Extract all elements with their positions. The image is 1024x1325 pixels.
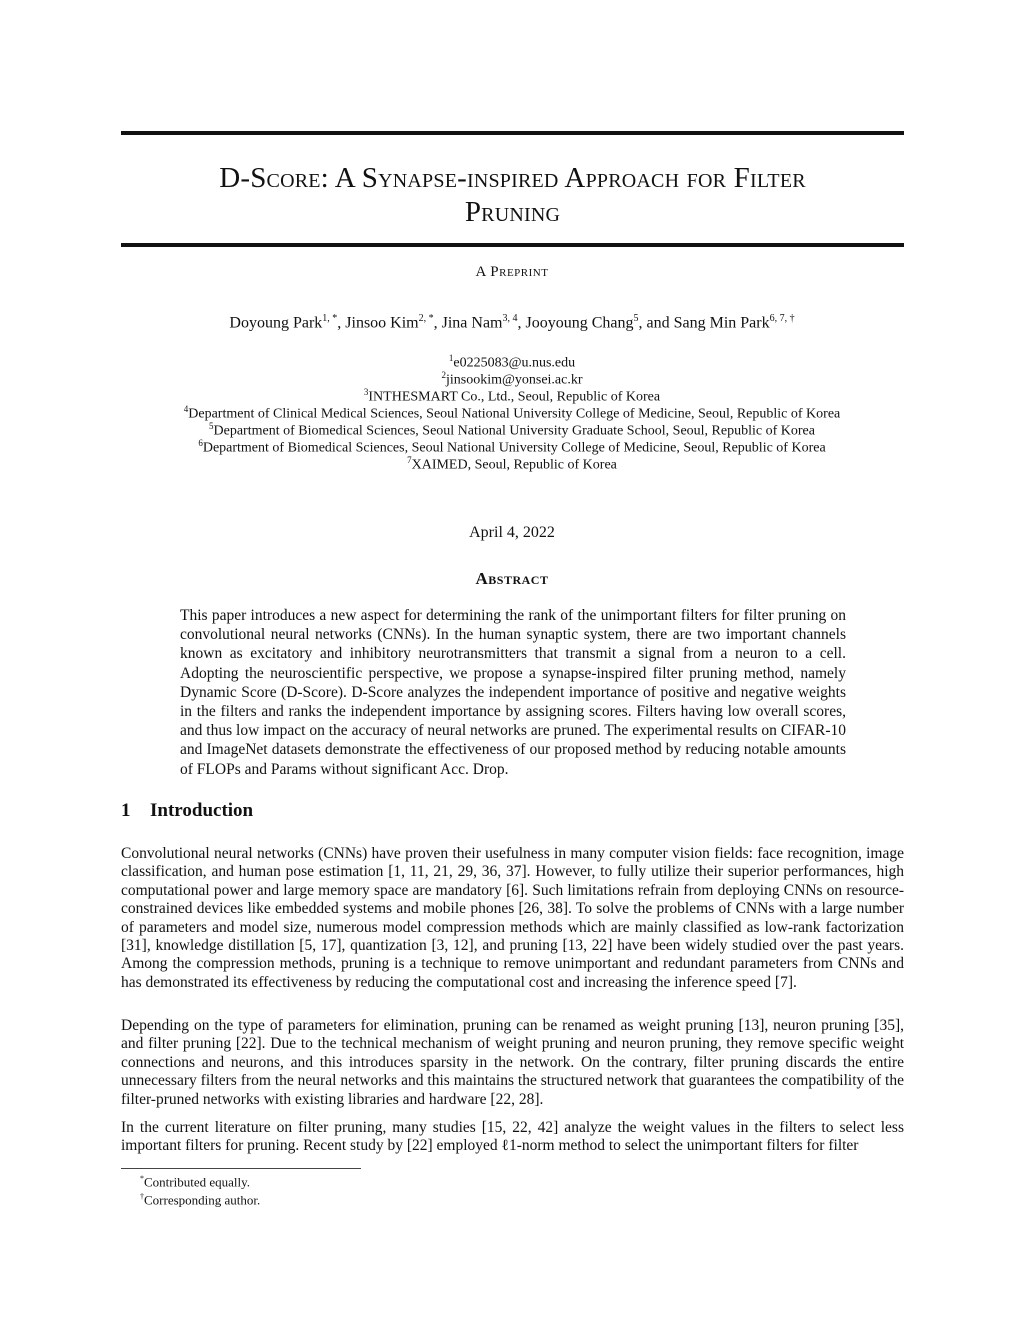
footnote-mark: †: [140, 1192, 144, 1201]
author-marks: 1, *: [322, 313, 338, 324]
footnote-text: Corresponding author.: [144, 1192, 261, 1208]
section-number: 1: [121, 800, 131, 821]
footnote-mark: *: [140, 1174, 144, 1183]
paper-title-line-1: D-Score: A Synapse-inspired Approach for Filter: [219, 162, 806, 194]
author-separator: , and: [638, 314, 674, 332]
author-name: Jinsoo Kim: [345, 314, 419, 332]
affiliation-number: 7: [407, 455, 412, 465]
author-name: Sang Min Park: [673, 314, 770, 332]
intro-paragraph: In the current literature on filter pruning, many studies [15, 22, 42] analyze the weight values in the filters to select less important filters for pruning. Recent study by [22] employed ℓ1-norm method to select the unimportant filters for filter: [121, 1119, 904, 1155]
author-separator: ,: [433, 314, 442, 332]
affiliation: [0, 452, 1024, 474]
affiliation-number: 6: [198, 438, 203, 448]
affiliation-text: Department of Clinical Medical Sciences, Seoul National University College of Medicine, Seoul, Republic of Korea: [188, 406, 841, 422]
affiliation-number: 4: [183, 404, 189, 414]
affiliation-text: INTHESMART Co., Ltd., Seoul, Republic of Korea: [368, 389, 661, 405]
footnote: [140, 1192, 260, 1208]
author-separator: ,: [517, 314, 526, 332]
affiliation-text: Department of Biomedical Sciences, Seoul National University College of Medicine, Seoul, Republic of Korea: [202, 440, 826, 456]
title-top-rule: [121, 131, 904, 135]
author-name: Doyoung Park: [229, 314, 323, 332]
intro-paragraph: Convolutional neural networks (CNNs) have proven their usefulness in many computer vision fields: face recognition, image classification, and human pose estimation [1, 11, 21, 29, 36, 37]. However, to fully utilize their superior performances, high computational power and large memory space are mandatory [6]. Such limitations refrain from deploying CNNs on resource-constrained devices like embedded systems and mobile phones [26, 38]. To solve the problems of CNNs with a large number of parameters and model size, numerous model compression methods which are mainly classified as low-rank factorization [31], knowledge distillation [5, 17], quantization [3, 12], and pruning [13, 22] have been widely studied over the past years. Among the compression methods, pruning is a technique to remove unimportant and redundant parameters from CNNs and has demonstrated its effectiveness by reducing the computational cost and increasing the inference speed [7].: [121, 845, 904, 991]
author-name: Jooyoung Chang: [525, 314, 634, 332]
section-heading-introduction: [121, 800, 253, 822]
author-marks: 3, 4: [502, 313, 518, 324]
author-name: Jina Nam: [441, 314, 503, 332]
abstract-body: This paper introduces a new aspect for determining the rank of the unimportant filters for filter pruning on convolutional neural networks (CNNs). In the human synaptic system, there are two important channels known as excitatory and inhibitory neurotransmitters that transmit a signal from a neuron to a cell. Adopting the neuroscientific perspective, we propose a synapse-inspired filter pruning method, namely Dynamic Score (D-Score). D-Score analyzes the independent importance of positive and negative weights in the filters and ranks the independent importance by assigning scores. Filters having low overall scores, and thus low impact on the accuracy of neural networks are pruned. The experimental results on CIFAR-10 and ImageNet datasets demonstrate the effectiveness of our proposed method by reducing notable amounts of FLOPs and Params without significant Acc. Drop.: [180, 607, 846, 778]
affiliation-text: Department of Biomedical Sciences, Seoul National University Graduate School, Seoul, Republic of Korea: [213, 423, 815, 439]
title-bottom-rule: [121, 243, 904, 247]
publication-date: April 4, 2022: [469, 524, 555, 541]
affiliation-number: 2: [441, 370, 446, 380]
footnote-rule: [121, 1168, 361, 1169]
preprint-label: A Preprint: [475, 264, 549, 280]
affiliation-text: XAIMED, Seoul, Republic of Korea: [411, 457, 617, 473]
author-marks: 6, 7, †: [769, 313, 795, 324]
affiliation-text: jinsookim@yonsei.ac.kr: [445, 372, 583, 388]
abstract-heading: Abstract: [475, 569, 549, 588]
author-marks: 5: [633, 313, 639, 324]
affiliation-number: 3: [363, 387, 369, 397]
affiliation-number: 1: [448, 353, 454, 363]
affiliation-text: e0225083@u.nus.edu: [453, 355, 576, 371]
author-list: [0, 313, 1024, 332]
author-separator: ,: [337, 314, 346, 332]
author-marks: 2, *: [418, 313, 434, 324]
footnote-text: Contributed equally.: [144, 1174, 251, 1190]
intro-paragraph: Depending on the type of parameters for elimination, pruning can be renamed as weight pruning [13], neuron pruning [35], and filter pruning [22]. Due to the technical mechanism of weight pruning and neuron pruning, they remove specific weight connections and neurons, and this introduces sparsity in the network. On the contrary, filter pruning discards the entire unnecessary filters from the neural networks and this maintains the structured network that guarantees the compatibility of the filter-pruned networks with existing libraries and hardware [22, 28].: [121, 1017, 904, 1108]
paper-title-line-2: Pruning: [464, 196, 561, 228]
section-title: Introduction: [150, 800, 254, 821]
affiliation-number: 5: [209, 421, 214, 431]
footnote: [140, 1174, 250, 1190]
